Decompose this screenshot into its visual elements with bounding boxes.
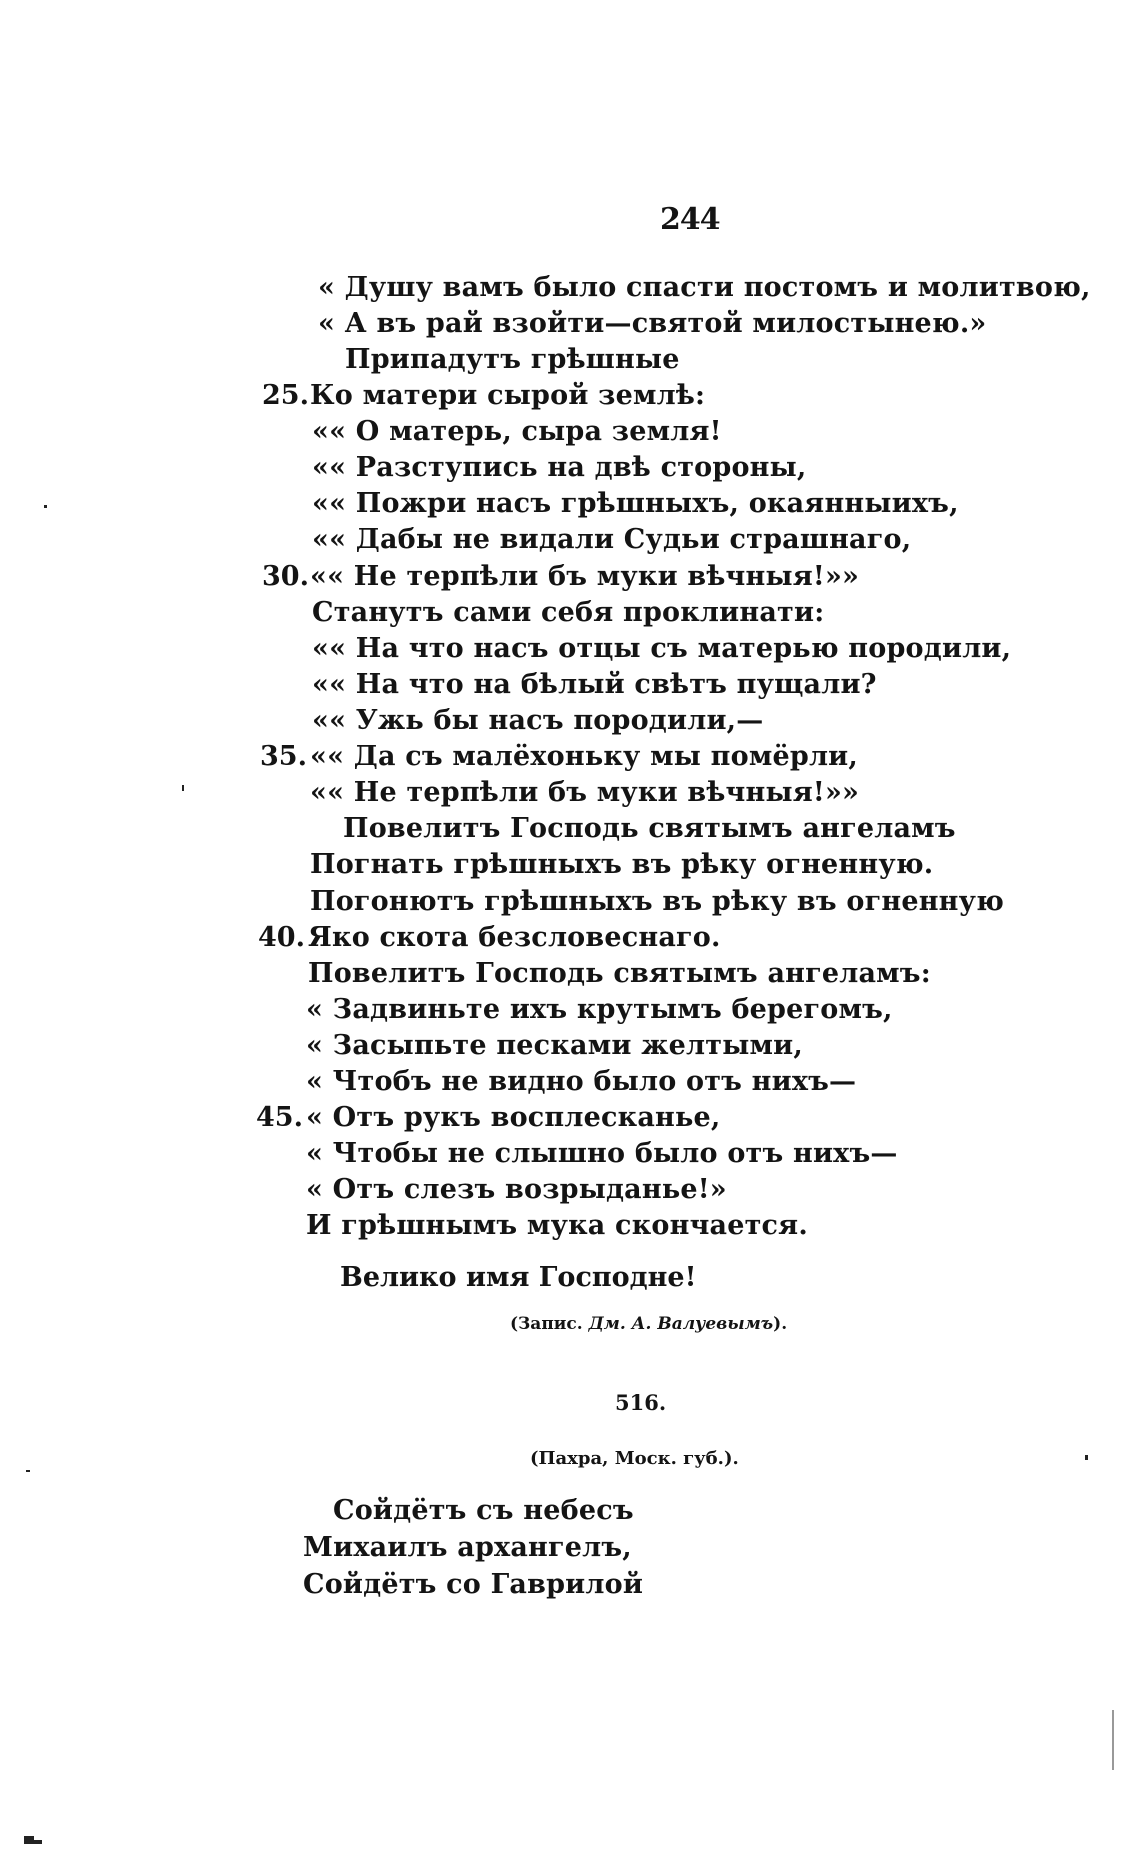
refrain-line: Велико имя Господне! bbox=[340, 1262, 697, 1293]
attribution-name: Дм. А. Валуевымъ bbox=[588, 1314, 774, 1334]
verse-line: « Отъ слезъ возрыданье!» bbox=[306, 1174, 727, 1205]
verse-line: «« Дабы не видали Судьи страшнаго, bbox=[312, 524, 912, 555]
verse-line: «« Не терпѣли бъ муки вѣчныя!»» bbox=[310, 561, 860, 592]
verse-line: «« Разступись на двѣ стороны, bbox=[312, 452, 807, 483]
scan-speck bbox=[24, 1840, 42, 1844]
scan-edge-mark bbox=[1112, 1710, 1114, 1770]
verse-line: «« Ужь бы насъ породили,— bbox=[312, 705, 764, 736]
verse-line: Сойдётъ съ небесъ bbox=[333, 1495, 634, 1526]
verse-line: И грѣшнымъ мука скончается. bbox=[306, 1210, 808, 1241]
verse-line: « Задвиньте ихъ крутымъ берегомъ, bbox=[306, 994, 893, 1025]
song-location: (Пахра, Моск. губ.). bbox=[530, 1448, 739, 1469]
line-number: 25. bbox=[262, 380, 309, 411]
verse-line: Сойдётъ со Гаврилой bbox=[303, 1569, 644, 1600]
attribution bbox=[510, 1314, 787, 1334]
page-number: 244 bbox=[660, 202, 720, 237]
scan-speck bbox=[26, 1470, 30, 1472]
line-number: 45. bbox=[256, 1102, 303, 1133]
line-number: 30. bbox=[262, 561, 309, 592]
verse-line: « А въ рай взойти—святой милостынею.» bbox=[318, 308, 987, 339]
line-number: 40. bbox=[258, 922, 305, 953]
verse-line: «« О матерь, сыра земля! bbox=[312, 416, 722, 447]
scan-speck bbox=[1085, 1455, 1088, 1460]
verse-line: « Чтобы не слышно было отъ нихъ— bbox=[306, 1138, 898, 1169]
verse-line: «« Пожри насъ грѣшныхъ, окаянныихъ, bbox=[312, 488, 959, 519]
verse-line: « Отъ рукъ восплесканье, bbox=[306, 1102, 721, 1133]
verse-line: Яко скота безсловеснаго. bbox=[308, 922, 721, 953]
scan-speck bbox=[182, 785, 184, 791]
verse-line: «« На что насъ отцы съ матерью породили, bbox=[312, 633, 1012, 664]
verse-line: Повелитъ Господь святымъ ангеламъ: bbox=[308, 958, 931, 989]
song-number: 516. bbox=[615, 1390, 667, 1415]
verse-line: Погонютъ грѣшныхъ въ рѣку въ огненную bbox=[310, 886, 1004, 917]
verse-line: «« Да съ малёхоньку мы помёрли, bbox=[310, 741, 859, 772]
verse-line: « Чтобъ не видно было отъ нихъ— bbox=[306, 1066, 857, 1097]
attribution-suffix: ). bbox=[773, 1314, 788, 1334]
line-number: 35. bbox=[260, 741, 307, 772]
verse-line: « Засыпьте песками желтыми, bbox=[306, 1030, 803, 1061]
verse-line: Припадутъ грѣшные bbox=[345, 344, 680, 375]
verse-line: «« Не терпѣли бъ муки вѣчныя!»» bbox=[310, 777, 860, 808]
attribution-prefix: (Запис. bbox=[510, 1314, 583, 1334]
verse-line: Станутъ сами себя проклинати: bbox=[312, 597, 825, 628]
verse-line: «« На что на бѣлый свѣтъ пущали? bbox=[312, 669, 877, 700]
verse-line: Погнать грѣшныхъ въ рѣку огненную. bbox=[310, 849, 934, 880]
verse-line: Михаилъ архангелъ, bbox=[303, 1532, 632, 1563]
verse-line: « Душу вамъ было спасти постомъ и молитвою, bbox=[318, 272, 1091, 303]
verse-line: Повелитъ Господь святымъ ангеламъ bbox=[343, 813, 956, 844]
verse-line: Ко матери сырой землѣ: bbox=[310, 380, 706, 411]
scan-speck bbox=[44, 505, 47, 508]
